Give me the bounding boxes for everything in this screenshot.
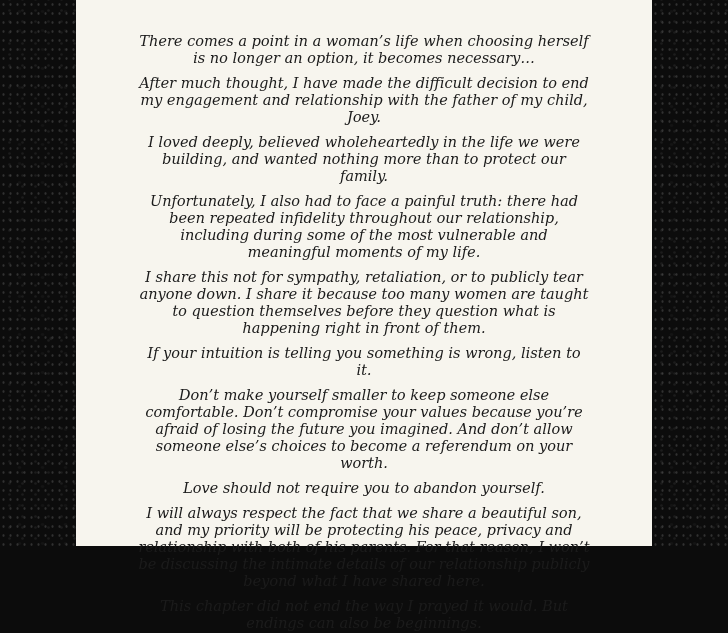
statement-paragraph-8: Love should not require you to abandon yourself. <box>183 481 545 497</box>
statement-paragraph-3: I loved deeply, believed wholeheartedly in the life we were building, and wanted nothing more than to protect our family. <box>148 135 580 185</box>
statement-paper <box>76 0 652 632</box>
statement-paragraph-2: After much thought, I have made the difficult decision to end my engagement and relationship with the father of my child, Joey. <box>139 76 589 126</box>
statement-paragraph-7: Don’t make yourself smaller to keep someone else comfortable. Don’t compromise your values because you’re afraid of losing the future you imagined. And don’t allow someone else’s choices to become a referendum on your worth. <box>145 388 583 472</box>
left-grain-background <box>0 0 76 546</box>
statement-text <box>138 34 590 633</box>
right-grain-background <box>652 0 728 546</box>
statement-paragraph-6: If your intuition is telling you something is wrong, listen to it. <box>147 346 581 379</box>
statement-paragraph-1: There comes a point in a woman’s life when choosing herself is no longer an option, it becomes necessary… <box>139 34 589 67</box>
statement-paragraph-4: Unfortunately, I also had to face a painful truth: there had been repeated infidelity throughout our relationship, including during some of the most vulnerable and meaningful moments of my life. <box>149 194 579 261</box>
statement-paragraph-9: I will always respect the fact that we share a beautiful son, and my priority will be protecting his peace, privacy and relationship with both of his parents. For that reason, I won’t be discussing the intimate details of our relationship publicly beyond what I have shared here. <box>138 506 590 590</box>
statement-paragraph-10: This chapter did not end the way I prayed it would. But endings can also be beginnings. <box>160 599 568 632</box>
statement-paragraph-5: I share this not for sympathy, retaliation, or to publicly tear anyone down. I share it because too many women are taught to question themselves before they question what is happening right in front of them. <box>139 270 589 337</box>
